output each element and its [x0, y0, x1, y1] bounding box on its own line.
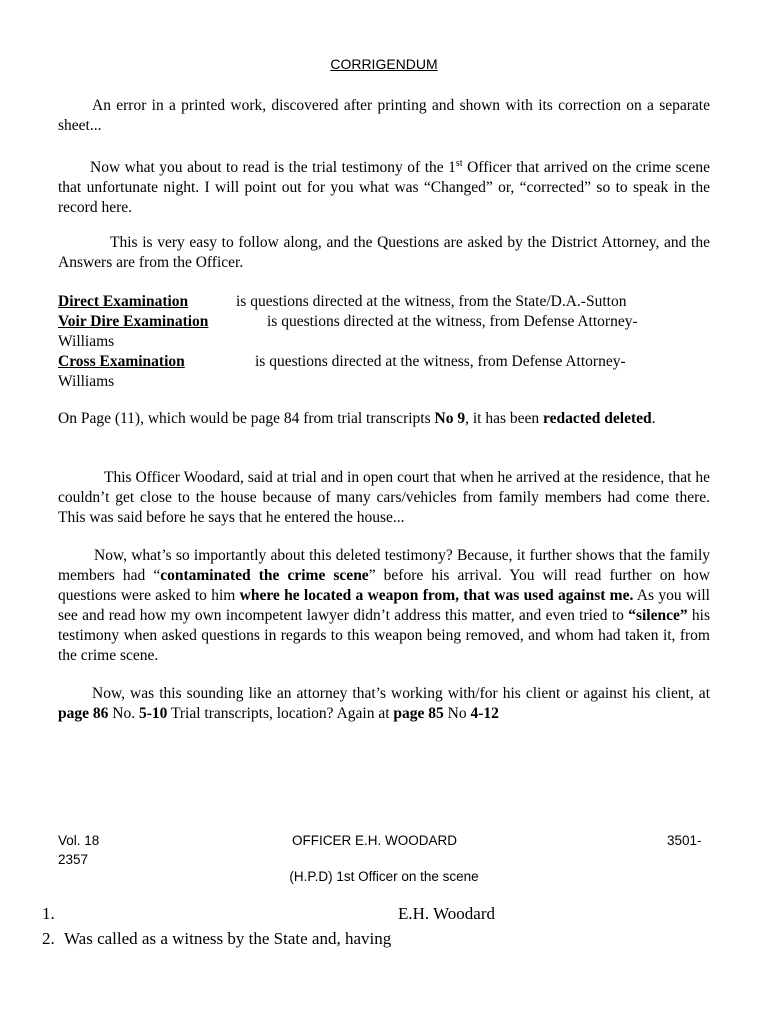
exam-desc: is questions directed at the witness, from Defense Attorney- — [267, 313, 638, 330]
exam-row-continuation: Williams — [58, 333, 115, 350]
paragraph-instructions: This is very easy to follow along, and the Questions are asked by the District Attorney, and the Answers are from the Officer. — [58, 234, 710, 271]
transcript-number: 3501- — [667, 833, 702, 848]
paragraph-definition: An error in a printed work, discovered after printing and shown with its correction on a separate sheet... — [58, 97, 710, 134]
exam-term: Voir Dire Examination — [58, 313, 209, 330]
exam-row-direct — [58, 292, 710, 312]
paragraph-intro: Now what you about to read is the trial testimony of the 1st Officer that arrived on the crime scene that unfortunate night. I will point out for you what was “Changed” or, “corrected” so to speak in the record here. — [58, 158, 710, 217]
examination-definitions — [58, 292, 710, 392]
transcript-officer-name: OFFICER E.H. WOODARD — [292, 833, 457, 848]
transcript-line-number: 2. — [42, 929, 55, 948]
paragraph-redaction: On Page (11), which would be page 84 from trial transcripts No 9, it has been redacted deleted. — [58, 410, 656, 427]
transcript-line-text: E.H. Woodard — [398, 904, 495, 923]
exam-desc: is questions directed at the witness, from Defense Attorney- — [255, 353, 626, 370]
exam-row-cross — [58, 352, 710, 372]
paragraph-attorney-question: Now, was this sounding like an attorney that’s working with/for his client or against his client, at page 86 No. 5-10 Trial transcripts, location? Again at page 85 No 4-12 — [58, 685, 710, 722]
document-title: CORRIGENDUM — [330, 56, 438, 72]
transcript-volume: Vol. 18 — [58, 833, 100, 848]
exam-term: Direct Examination — [58, 293, 189, 310]
paragraph-officer-statement: This Officer Woodard, said at trial and in open court that when he arrived at the residence, that he couldn’t get close to the house because of many cars/vehicles from family members had come there. This was said before he says that he entered the house... — [58, 469, 710, 526]
transcript-subtitle: (H.P.D) 1st Officer on the scene — [289, 869, 479, 884]
exam-row-continuation: Williams — [58, 373, 115, 390]
transcript-line-number: 1. — [42, 904, 55, 923]
exam-term: Cross Examination — [58, 353, 185, 370]
exam-row-voir-dire — [58, 312, 710, 332]
exam-desc: is questions directed at the witness, from the State/D.A.-Sutton — [236, 293, 627, 310]
paragraph-deleted-testimony: Now, what’s so importantly about this deleted testimony? Because, it further shows that the family members had “contaminated the crime scene” before his arrival. You will read further on how questions were asked to him where he located a weapon from, that was used against me. As you will see and read how my own incompetent lawyer didn’t address this matter, and even tried to “silence” his testimony when asked questions in regards to this weapon being removed, and whom had taken it, from the crime scene. — [58, 547, 710, 664]
transcript-line-text: Was called as a witness by the State and, having — [64, 929, 392, 948]
transcript-number-cont: 2357 — [58, 852, 89, 867]
